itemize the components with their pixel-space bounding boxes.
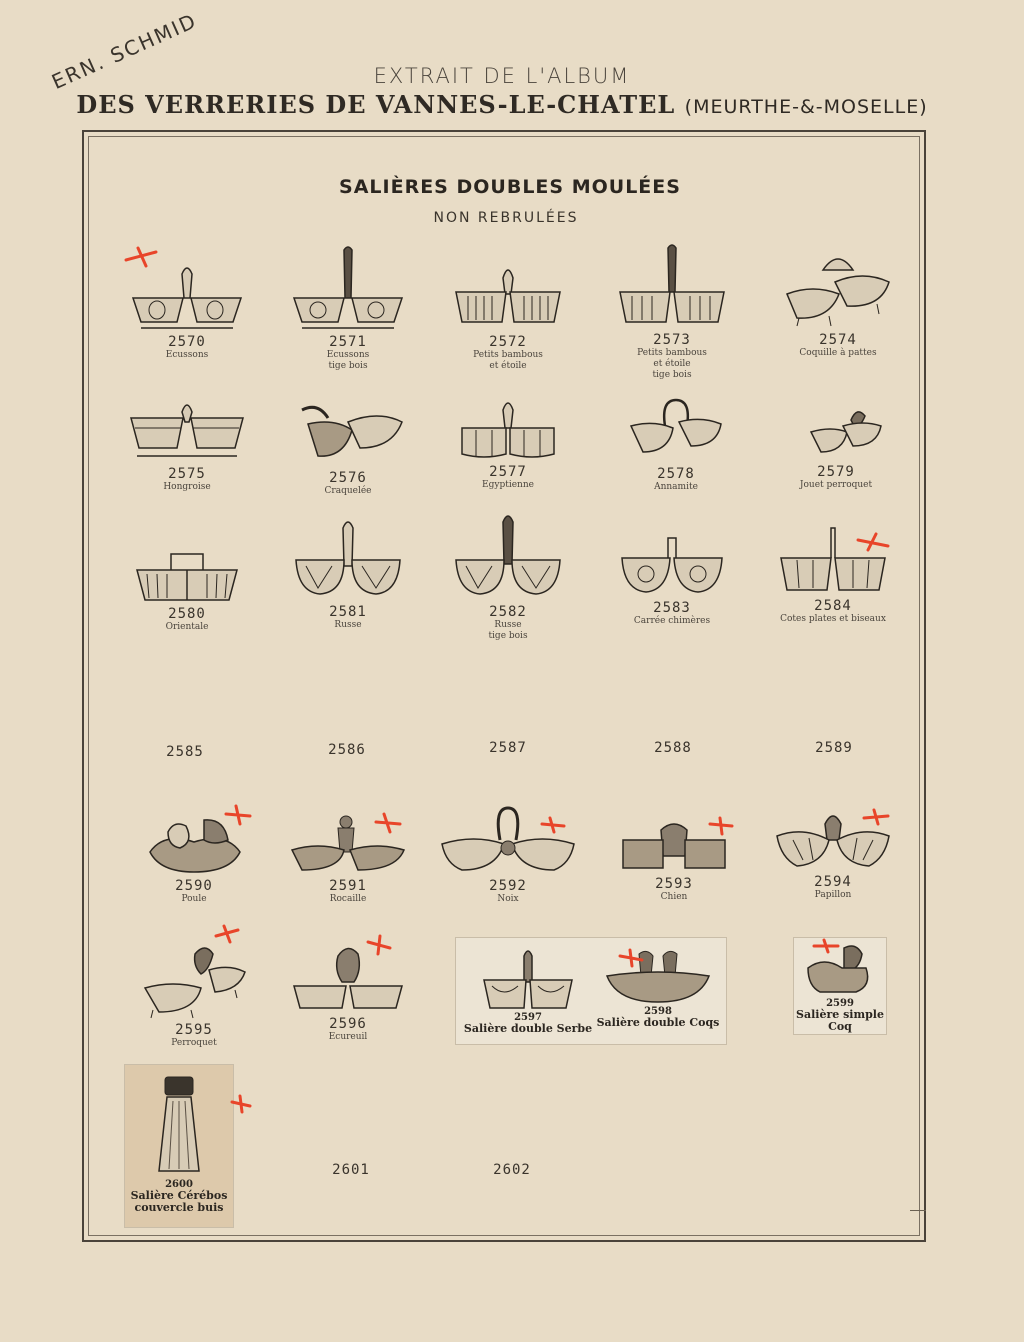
item-number: 2577 — [489, 464, 527, 480]
item-number: 2595 — [175, 1022, 213, 1038]
item-2596 — [268, 942, 428, 1043]
schmid-stamp: ERN. SCHMID — [48, 8, 201, 94]
salt-cellar-drawing — [781, 402, 891, 462]
salt-cellar-drawing — [612, 242, 732, 330]
item-name: Hongroise — [163, 482, 211, 492]
salt-cellar-drawing — [127, 396, 247, 464]
item-2591 — [268, 814, 428, 905]
salt-cellar-drawing — [288, 516, 408, 602]
item-2576 — [268, 400, 428, 497]
item-number: 2583 — [653, 600, 691, 616]
item-name: Perroquet — [171, 1038, 217, 1048]
red-cross-mark-icon — [708, 816, 734, 836]
item-number: 2582 — [489, 604, 527, 620]
pasted-name: Salière double Serbe — [463, 1022, 593, 1035]
red-cross-mark-icon — [366, 934, 392, 956]
salt-cellar-drawing — [127, 548, 247, 604]
header-line-2-main: DES VERRERIES DE VANNES-LE-CHATEL — [76, 90, 676, 119]
empty-number-2588: 2588 — [654, 740, 692, 756]
item-number: 2580 — [168, 606, 206, 622]
item-number: 2594 — [814, 874, 852, 890]
item-number: 2574 — [819, 332, 857, 348]
item-2570 — [107, 258, 267, 361]
item-number: 2590 — [175, 878, 213, 894]
salt-cellar-drawing — [612, 534, 732, 598]
item-number: 2575 — [168, 466, 206, 482]
empty-number-2589: 2589 — [815, 740, 853, 756]
item-name: Coquille à pattes — [799, 348, 877, 358]
margin-dash — [910, 1210, 926, 1211]
item-2579 — [756, 402, 916, 491]
item-name: Annamite — [654, 482, 698, 492]
red-cross-mark-icon — [230, 1094, 252, 1114]
red-cross-mark-icon — [540, 816, 566, 834]
header-line-2 — [0, 90, 1004, 119]
pasted-name: Salière Cérébos couvercle buis — [130, 1189, 228, 1214]
serbe-salt-drawing — [478, 946, 578, 1012]
salt-cellar-drawing — [448, 258, 568, 332]
item-2580 — [107, 548, 267, 633]
salt-cellar-drawing — [448, 510, 568, 602]
item-number: 2591 — [329, 878, 367, 894]
item-name: Carrée chimères — [633, 616, 711, 626]
item-2572 — [428, 258, 588, 372]
item-2573 — [592, 242, 752, 381]
pasted-number: 2598 — [644, 1006, 672, 1017]
salt-cellar-drawing — [621, 396, 731, 464]
item-2571 — [268, 244, 428, 372]
empty-number-2586: 2586 — [328, 742, 366, 758]
section-subtitle: NON REBRULÉES — [433, 210, 579, 226]
item-name: Cotes plates et biseaux — [780, 614, 886, 624]
item-number: 2578 — [657, 466, 695, 482]
item-2575 — [107, 396, 267, 493]
red-cross-mark-icon — [618, 948, 644, 968]
item-2574 — [758, 248, 918, 359]
item-name: Jouet perroquet — [799, 480, 873, 490]
item-name: Poule — [181, 894, 207, 904]
item-2583 — [592, 534, 752, 627]
section-title: SALIÈRES DOUBLES MOULÉES — [339, 176, 681, 198]
item-2598 — [594, 946, 722, 1029]
salt-cellar-drawing — [783, 248, 893, 330]
empty-number-2602: 2602 — [493, 1162, 531, 1178]
item-name: Russe tige bois — [488, 620, 528, 641]
item-name: Ecureuil — [328, 1032, 368, 1042]
item-name: Ecussons — [165, 350, 209, 360]
item-name: Papillon — [814, 890, 852, 900]
item-number: 2572 — [489, 334, 527, 350]
item-name: Orientale — [165, 622, 209, 632]
item-name: Ecussons tige bois — [326, 350, 370, 371]
red-cross-mark-icon — [812, 938, 840, 954]
empty-number-2601: 2601 — [332, 1162, 370, 1178]
item-number: 2573 — [653, 332, 691, 348]
red-cross-mark-icon — [224, 804, 252, 826]
item-number: 2596 — [329, 1016, 367, 1032]
pasted-name: Salière double Coqs — [596, 1016, 720, 1029]
salt-cellar-drawing — [127, 258, 247, 332]
item-name: Rocaille — [329, 894, 367, 904]
item-number: 2579 — [817, 464, 855, 480]
empty-number-2587: 2587 — [489, 740, 527, 756]
header-line-2-sub: (MEURTHE-&-MOSELLE) — [684, 96, 928, 118]
pasted-number: 2600 — [165, 1179, 193, 1190]
item-number: 2584 — [814, 598, 852, 614]
pasted-name: Salière simple Coq — [796, 1008, 884, 1033]
item-name: Petits bambous et étoile — [473, 350, 543, 371]
pasted-number: 2597 — [514, 1012, 542, 1023]
item-number: 2570 — [168, 334, 206, 350]
empty-number-2585: 2585 — [166, 744, 204, 760]
parrot-salt-drawing — [139, 940, 249, 1020]
red-cross-mark-icon — [856, 532, 890, 554]
item-2600 — [124, 1064, 234, 1228]
red-cross-mark-icon — [374, 812, 402, 834]
item-name: Noix — [497, 894, 519, 904]
item-2578 — [596, 396, 756, 493]
item-number: 2571 — [329, 334, 367, 350]
item-2581 — [268, 516, 428, 631]
red-cross-mark-icon — [124, 246, 158, 268]
item-name: Petits bambous et étoile tige bois — [637, 348, 707, 380]
item-number: 2592 — [489, 878, 527, 894]
red-cross-mark-icon — [214, 924, 240, 944]
item-2582 — [428, 510, 588, 642]
salt-cellar-drawing — [288, 400, 408, 468]
pasted-clipping-serbe-coqs — [455, 937, 727, 1045]
item-2595 — [114, 940, 274, 1049]
red-cross-mark-icon — [862, 808, 890, 826]
item-2599 — [793, 937, 887, 1035]
item-name: Russe — [334, 620, 362, 630]
item-2597 — [462, 946, 594, 1035]
item-name: Craquelée — [324, 486, 372, 496]
nut-salt-drawing — [438, 804, 578, 876]
salt-cellar-drawing — [288, 244, 408, 332]
item-number: 2593 — [655, 876, 693, 892]
item-name: Chien — [660, 892, 688, 902]
item-number: 2581 — [329, 604, 367, 620]
item-2577 — [428, 396, 588, 491]
item-number: 2576 — [329, 470, 367, 486]
item-name: Egyptienne — [482, 480, 534, 490]
cerebos-shaker-drawing — [149, 1075, 209, 1179]
header-line-1: EXTRAIT DE L'ALBUM — [373, 64, 631, 88]
salt-cellar-drawing — [448, 396, 568, 462]
pasted-number: 2599 — [826, 998, 854, 1009]
